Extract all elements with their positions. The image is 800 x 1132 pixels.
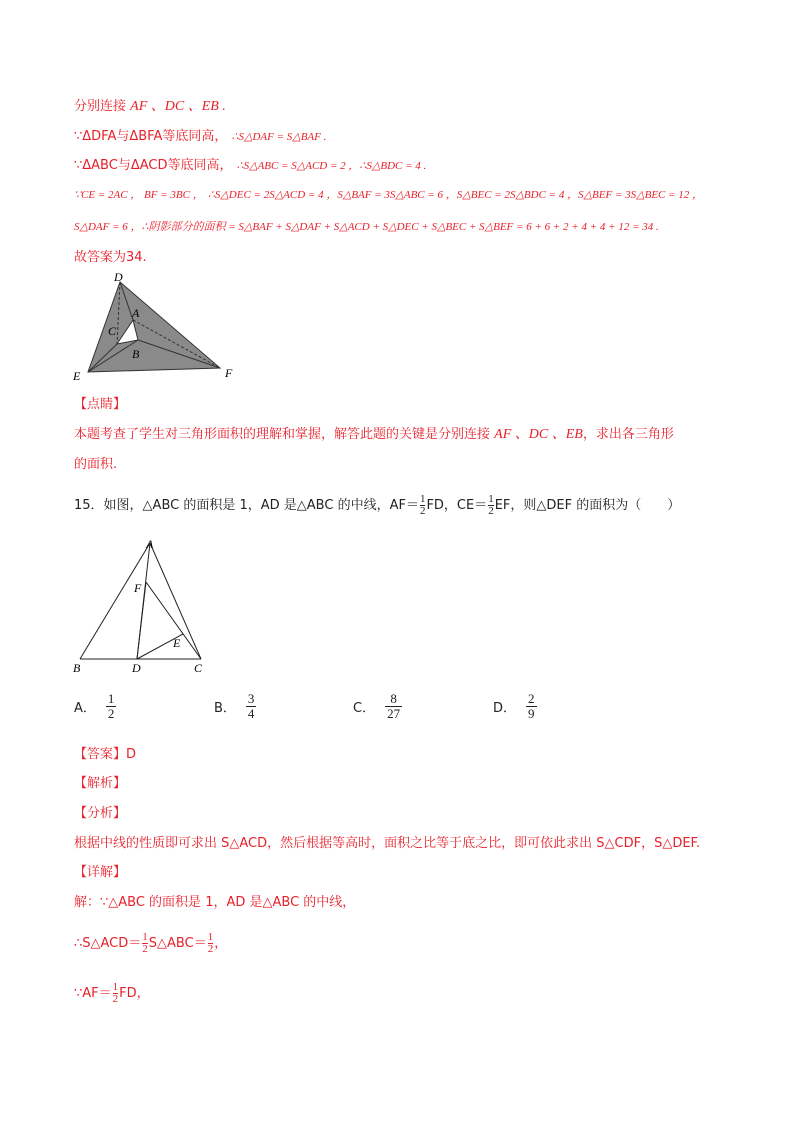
option-a[interactable]: A． $\frac{1}{2}$ xyxy=(74,691,115,721)
comment-body1: 本题考查了学生对三角形面积的理解和掌握，解答此题的关键是分别连接 AF 、DC 、EB，求出各三角形 xyxy=(74,427,674,442)
q15-frac-1: $\frac{1}{2}$ xyxy=(419,493,426,517)
fig14-label-A: A xyxy=(132,306,140,320)
sol14-line1: 分别连接 AF 、DC 、EB . xyxy=(74,99,226,114)
figure-14 xyxy=(70,272,245,384)
step2: ∴S△ACD＝ $\frac{1}{2}$ S△ABC＝ $\frac{1}{2}$ ， xyxy=(74,931,228,955)
sol14-line3: ∵ΔABC与ΔACD等底同高， ∴S△ABC = S△ACD = 2 ，∴S△BDC = 4 . xyxy=(74,158,427,173)
fig15-label-E: E xyxy=(173,636,181,650)
step1: 解：∵△ABC 的面积是 1，AD 是△ABC 的中线， xyxy=(74,895,356,910)
comment-body2: 的面积. xyxy=(74,457,118,472)
fig15-label-C: C xyxy=(194,661,203,675)
sol14-line2: ∵ΔDFA与ΔBFA等底同高， ∴S△DAF = S△BAF . xyxy=(74,129,327,144)
step2-frac-2: $\frac{1}{2}$ xyxy=(207,931,214,955)
fig14-label-D: D xyxy=(114,272,123,284)
answer-label: 【答案】D xyxy=(74,747,137,762)
fig14-label-F: F xyxy=(225,366,233,380)
step3-frac: $\frac{1}{2}$ xyxy=(112,981,119,1005)
figure-15 xyxy=(70,535,215,675)
option-c[interactable]: C． $\frac{8}{27}$ xyxy=(353,691,401,721)
q15-text: 15．如图，△ABC 的面积是 1，AD 是△ABC 的中线，AF＝ $\frac{1}{2}$ FD，CE＝ $\frac{1}{2}$ EF，则△DEF 的面积为（ ） xyxy=(74,493,681,517)
fig15-label-A: A xyxy=(146,537,154,551)
sol14-line5: S△DAF = 6 ，∴阴影部分的面积 = S△BAF + S△DAF + S△ACD + S△DEC + S△BEC + S△BEF = 6 + 6 + 2 + 4 + 4 + 12 = 34 . xyxy=(74,221,659,233)
step2-frac-1: $\frac{1}{2}$ xyxy=(142,931,148,955)
option-b[interactable]: B． $\frac{3}{4}$ xyxy=(214,691,255,721)
fig15-label-D: D xyxy=(132,661,141,675)
sol14-answer: 故答案为34. xyxy=(74,250,147,265)
sol14-line4: ∵CE = 2AC ， BF = 3BC ， ∴S△DEC = 2S△ACD = 4 ，S△BAF = 3S△ABC = 6 ，S△BEC = 2S△BDC = 4 ，S△BEF = 3S△BEC = 12 ， xyxy=(74,189,704,201)
fig14-label-C: C xyxy=(108,324,117,338)
fenxi-body: 根据中线的性质即可求出 S△ACD，然后根据等高时，面积之比等于底之比，即可依此求出 S△CDF，S△DEF. xyxy=(74,836,701,851)
fig14-label-E: E xyxy=(73,369,81,383)
fig15-label-B: B xyxy=(73,661,81,675)
fenxi-label: 【分析】 xyxy=(74,806,127,821)
step3: ∵AF＝ $\frac{1}{2}$ FD， xyxy=(74,981,150,1005)
q15-frac-2: $\frac{1}{2}$ xyxy=(488,493,494,517)
jiexi-label: 【解析】 xyxy=(74,776,127,791)
fig15-label-F: F xyxy=(134,581,142,595)
option-d[interactable]: D． $\frac{2}{9}$ xyxy=(493,691,535,721)
comment-header: 【点睛】 xyxy=(74,397,127,412)
fig14-label-B: B xyxy=(132,347,140,361)
xiangjie-label: 【详解】 xyxy=(74,865,127,880)
